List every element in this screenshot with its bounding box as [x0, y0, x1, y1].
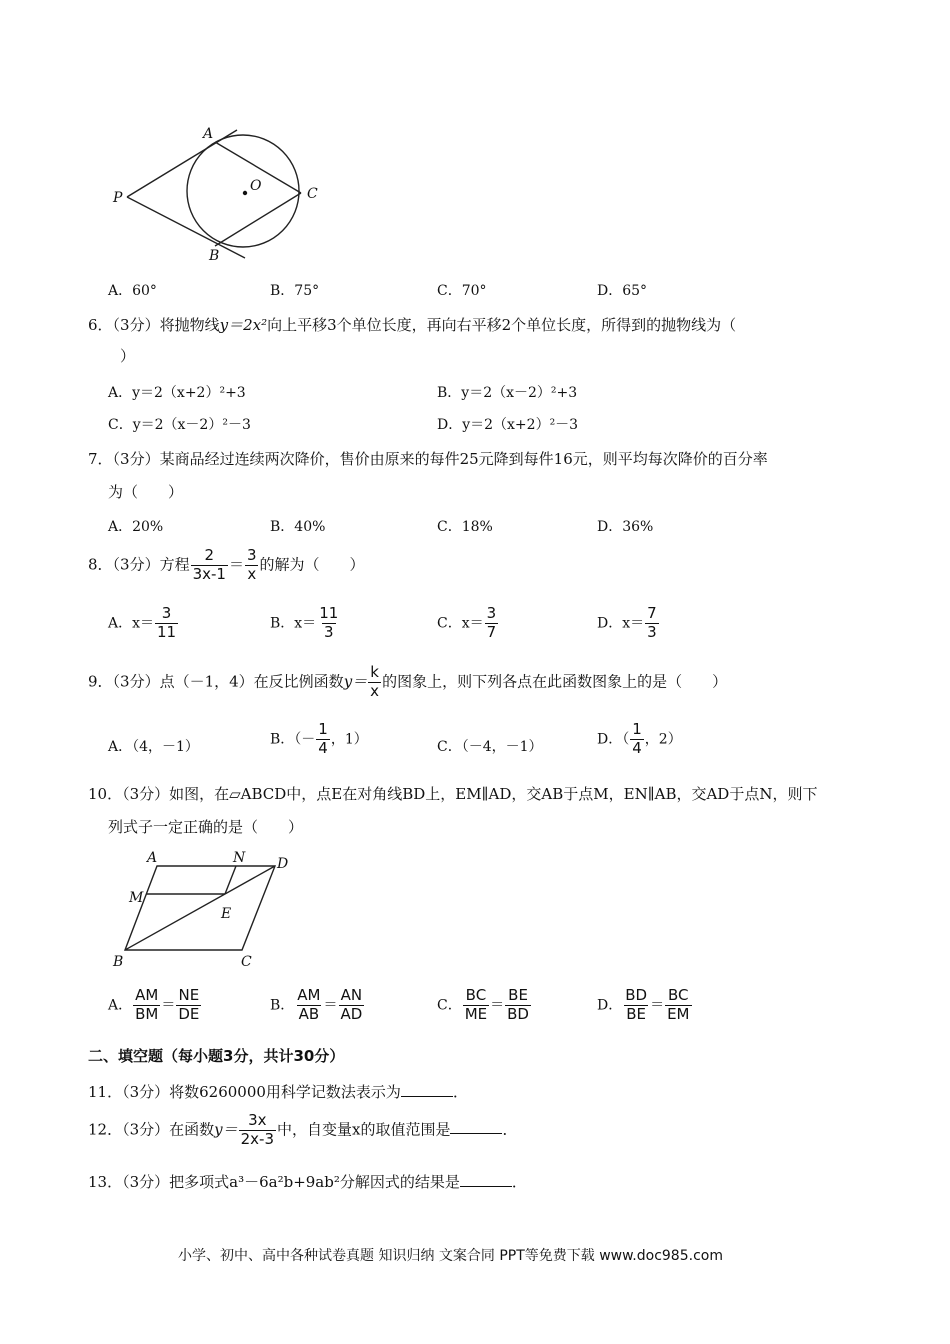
- q7-option-d: D．36%: [597, 519, 654, 535]
- q13-stem: 13．（3分）把多项式a³－6a²b+9ab²分解因式的结果是 ．: [88, 1173, 527, 1191]
- q8-fraction-left: $\frac{2}{3x-1}$: [192, 546, 226, 583]
- q5-option-c: C．70°: [437, 283, 487, 299]
- label-a: A: [203, 126, 214, 142]
- figure-q10-parallelogram: [105, 848, 310, 973]
- label-o: O: [250, 178, 262, 194]
- q6-option-b: B．y＝2（x－2）²+3: [437, 385, 578, 401]
- q12-answer-blank: [450, 1119, 502, 1134]
- q10-option-d: D． $\frac{BD}{BE}$ ＝ $\frac{BC}{EM}$: [597, 986, 690, 1023]
- q11-stem: 11．（3分）将数6260000用科学记数法表示为 ．: [88, 1083, 468, 1101]
- label-a: A: [147, 850, 158, 866]
- q10-option-c: C． $\frac{BC}{ME}$ ＝ $\frac{BE}{BD}$: [437, 986, 529, 1023]
- q6-option-c: C．y＝2（x－2）²－3: [108, 417, 251, 433]
- q8-option-d: D．x＝ $\frac{7}{3}$: [597, 604, 657, 641]
- q10-stem-end: 列式子一定正确的是（ ）: [108, 818, 304, 836]
- label-d: D: [277, 856, 289, 872]
- q10-stem: 10．（3分）如图，在▱ABCD中，点E在对角线BD上，EM∥AD，交AB于点M，EN∥AB，交AD于点N，则下: [88, 785, 818, 803]
- diagonal-bd: [125, 866, 275, 950]
- q5-option-a: A．60°: [108, 283, 157, 299]
- q8-option-b: B．x＝ $\frac{11}{3}$: [270, 604, 339, 641]
- label-b: B: [209, 248, 220, 264]
- tangent-pb: [127, 197, 245, 258]
- page-footer: 小学、初中、高中各种试卷真题 知识归纳 文案合同 PPT等免费下载 www.doc985.com: [178, 1248, 723, 1264]
- q8-option-c: C．x＝ $\frac{3}{7}$: [437, 604, 497, 641]
- q9-stem: 9．（3分）点（－1，4）在反比例函数y＝ $\frac{k}{x}$ 的图象上，则下列各点在此函数图象上的是（ ）: [88, 663, 728, 700]
- segment-ne: [225, 866, 236, 894]
- q12-fraction: $\frac{3x}{2x-3}$: [240, 1111, 275, 1148]
- q9-fraction: $\frac{k}{x}$: [370, 663, 380, 700]
- q12-stem: 12．（3分）在函数y＝ $\frac{3x}{2x-3}$ 中，自变量x的取值范围是 ．: [88, 1111, 518, 1148]
- q9-option-b: B．（－ $\frac{1}{4}$ ，1）: [270, 720, 368, 757]
- label-e: E: [221, 906, 232, 922]
- q7-option-c: C．18%: [437, 519, 493, 535]
- segment-bc: [215, 193, 301, 246]
- q5-option-b: B．75°: [270, 283, 320, 299]
- q7-option-a: A．20%: [108, 519, 164, 535]
- q9-option-c: C．（－4，－1）: [437, 739, 543, 755]
- label-m: M: [129, 890, 144, 906]
- label-b: B: [113, 954, 124, 970]
- q8-option-a: A．x＝ $\frac{3}{11}$: [108, 604, 177, 641]
- circle-o: [187, 135, 299, 247]
- label-c: C: [307, 186, 318, 202]
- q6-option-a: A．y＝2（x+2）²+3: [108, 385, 246, 401]
- section-2-heading: 二、填空题（每小题3分，共计30分）: [88, 1047, 345, 1065]
- center-dot: [243, 191, 247, 195]
- q11-answer-blank: [401, 1082, 453, 1097]
- q10-option-a: A． $\frac{AM}{BM}$ ＝ $\frac{NE}{DE}$: [108, 986, 200, 1023]
- q13-answer-blank: [460, 1172, 512, 1187]
- q6-stem-end: ）: [120, 347, 136, 365]
- label-c: C: [241, 954, 252, 970]
- q8-fraction-right: $\frac{3}{x}$: [247, 546, 257, 583]
- q10-option-b: B． $\frac{AM}{AB}$ ＝ $\frac{AN}{AD}$: [270, 986, 363, 1023]
- q6-option-d: D．y＝2（x+2）²－3: [437, 417, 579, 433]
- q8-stem: 8．（3分）方程 $\frac{2}{3x-1}$ ＝ $\frac{3}{x}$ 的解为（ ）: [88, 546, 365, 583]
- q9-option-d: D．（ $\frac{1}{4}$ ，2）: [597, 720, 682, 757]
- label-p: P: [113, 190, 123, 206]
- tangent-pa: [127, 130, 237, 197]
- q7-option-b: B．40%: [270, 519, 326, 535]
- q7-stem-end: 为（ ）: [108, 483, 184, 501]
- figure-q5-circle-tangents: [105, 120, 345, 270]
- q5-option-d: D．65°: [597, 283, 648, 299]
- q9-option-a: A．（4，－1）: [108, 739, 199, 755]
- q7-stem: 7．（3分）某商品经过连续两次降价，售价由原来的每件25元降到每件16元，则平均每次降价的百分率: [88, 450, 768, 468]
- q6-stem: 6．（3分）将抛物线y＝2x²向上平移3个单位长度，再向右平移2个单位长度，所得到的抛物线为（: [88, 316, 737, 334]
- label-n: N: [233, 850, 246, 866]
